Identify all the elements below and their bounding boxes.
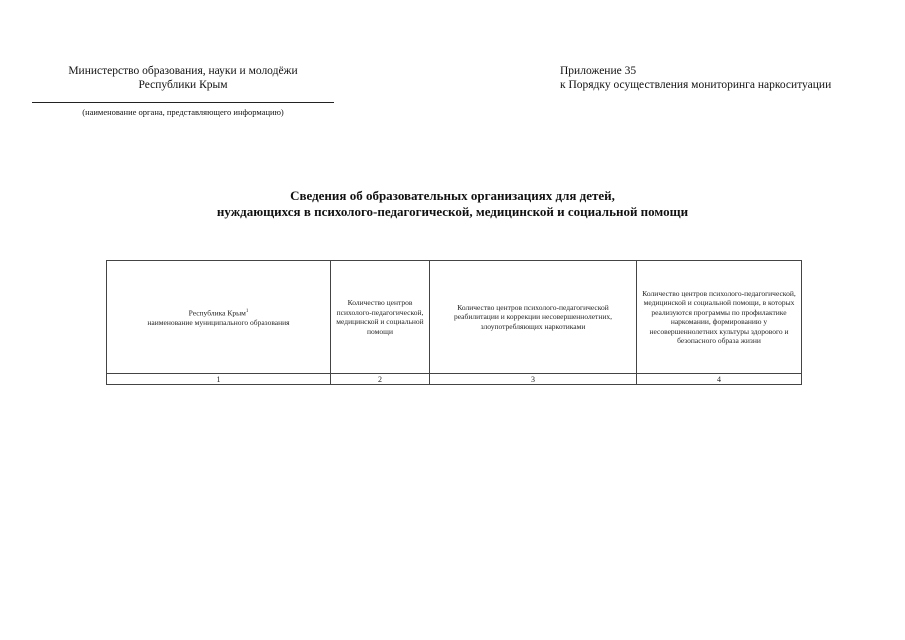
header-support-centers: Количество центров психолого-педагогической, медицинской и социальной помощи: [331, 261, 430, 374]
reporting-organization: [32, 64, 334, 118]
appendix-header: [560, 64, 831, 92]
column-number-2: 2: [331, 374, 430, 385]
header-rehabilitation-centers: Количество центров психолого-педагогической реабилитации и коррекции несовершеннолетних, злоупотребляющих наркотиками: [430, 261, 637, 374]
header-municipality-region: Республика Крым: [188, 308, 246, 318]
organization-underline: [32, 92, 334, 103]
appendix-reference: к Порядку осуществления мониторинга наркоситуации: [560, 79, 832, 91]
header-prevention-centers: Количество центров психолого-педагогической, медицинской и социальной помощи, в которых реализуются программы по профилактике наркомании, формированию у несовершеннолетних культуры здорового и безопасного образа жизни: [637, 261, 802, 374]
document-title-line1: Сведения об образовательных организациях для детей,: [290, 188, 615, 203]
column-number-row: [107, 374, 802, 385]
header-municipality-label: наименование муниципального образования: [147, 317, 290, 327]
document-title-line2: нуждающихся в психолого-педагогической, медицинской и социальной помощи: [216, 204, 689, 219]
report-table: [106, 260, 802, 385]
organization-name-line2: Республики Крым: [138, 79, 228, 91]
table-header-row: [107, 261, 802, 374]
document-title: [0, 188, 905, 220]
header-municipality: [107, 261, 331, 374]
column-number-1: 1: [107, 374, 331, 385]
report-table-container: [106, 260, 802, 385]
organization-name-line1: Министерство образования, науки и молодёжи: [68, 65, 298, 77]
appendix-number: Приложение 35: [560, 65, 637, 77]
column-number-3: 3: [430, 374, 637, 385]
organization-caption: (наименование органа, представляющего информацию): [82, 107, 284, 117]
column-number-4: 4: [637, 374, 802, 385]
footnote-marker: 1: [245, 308, 249, 314]
